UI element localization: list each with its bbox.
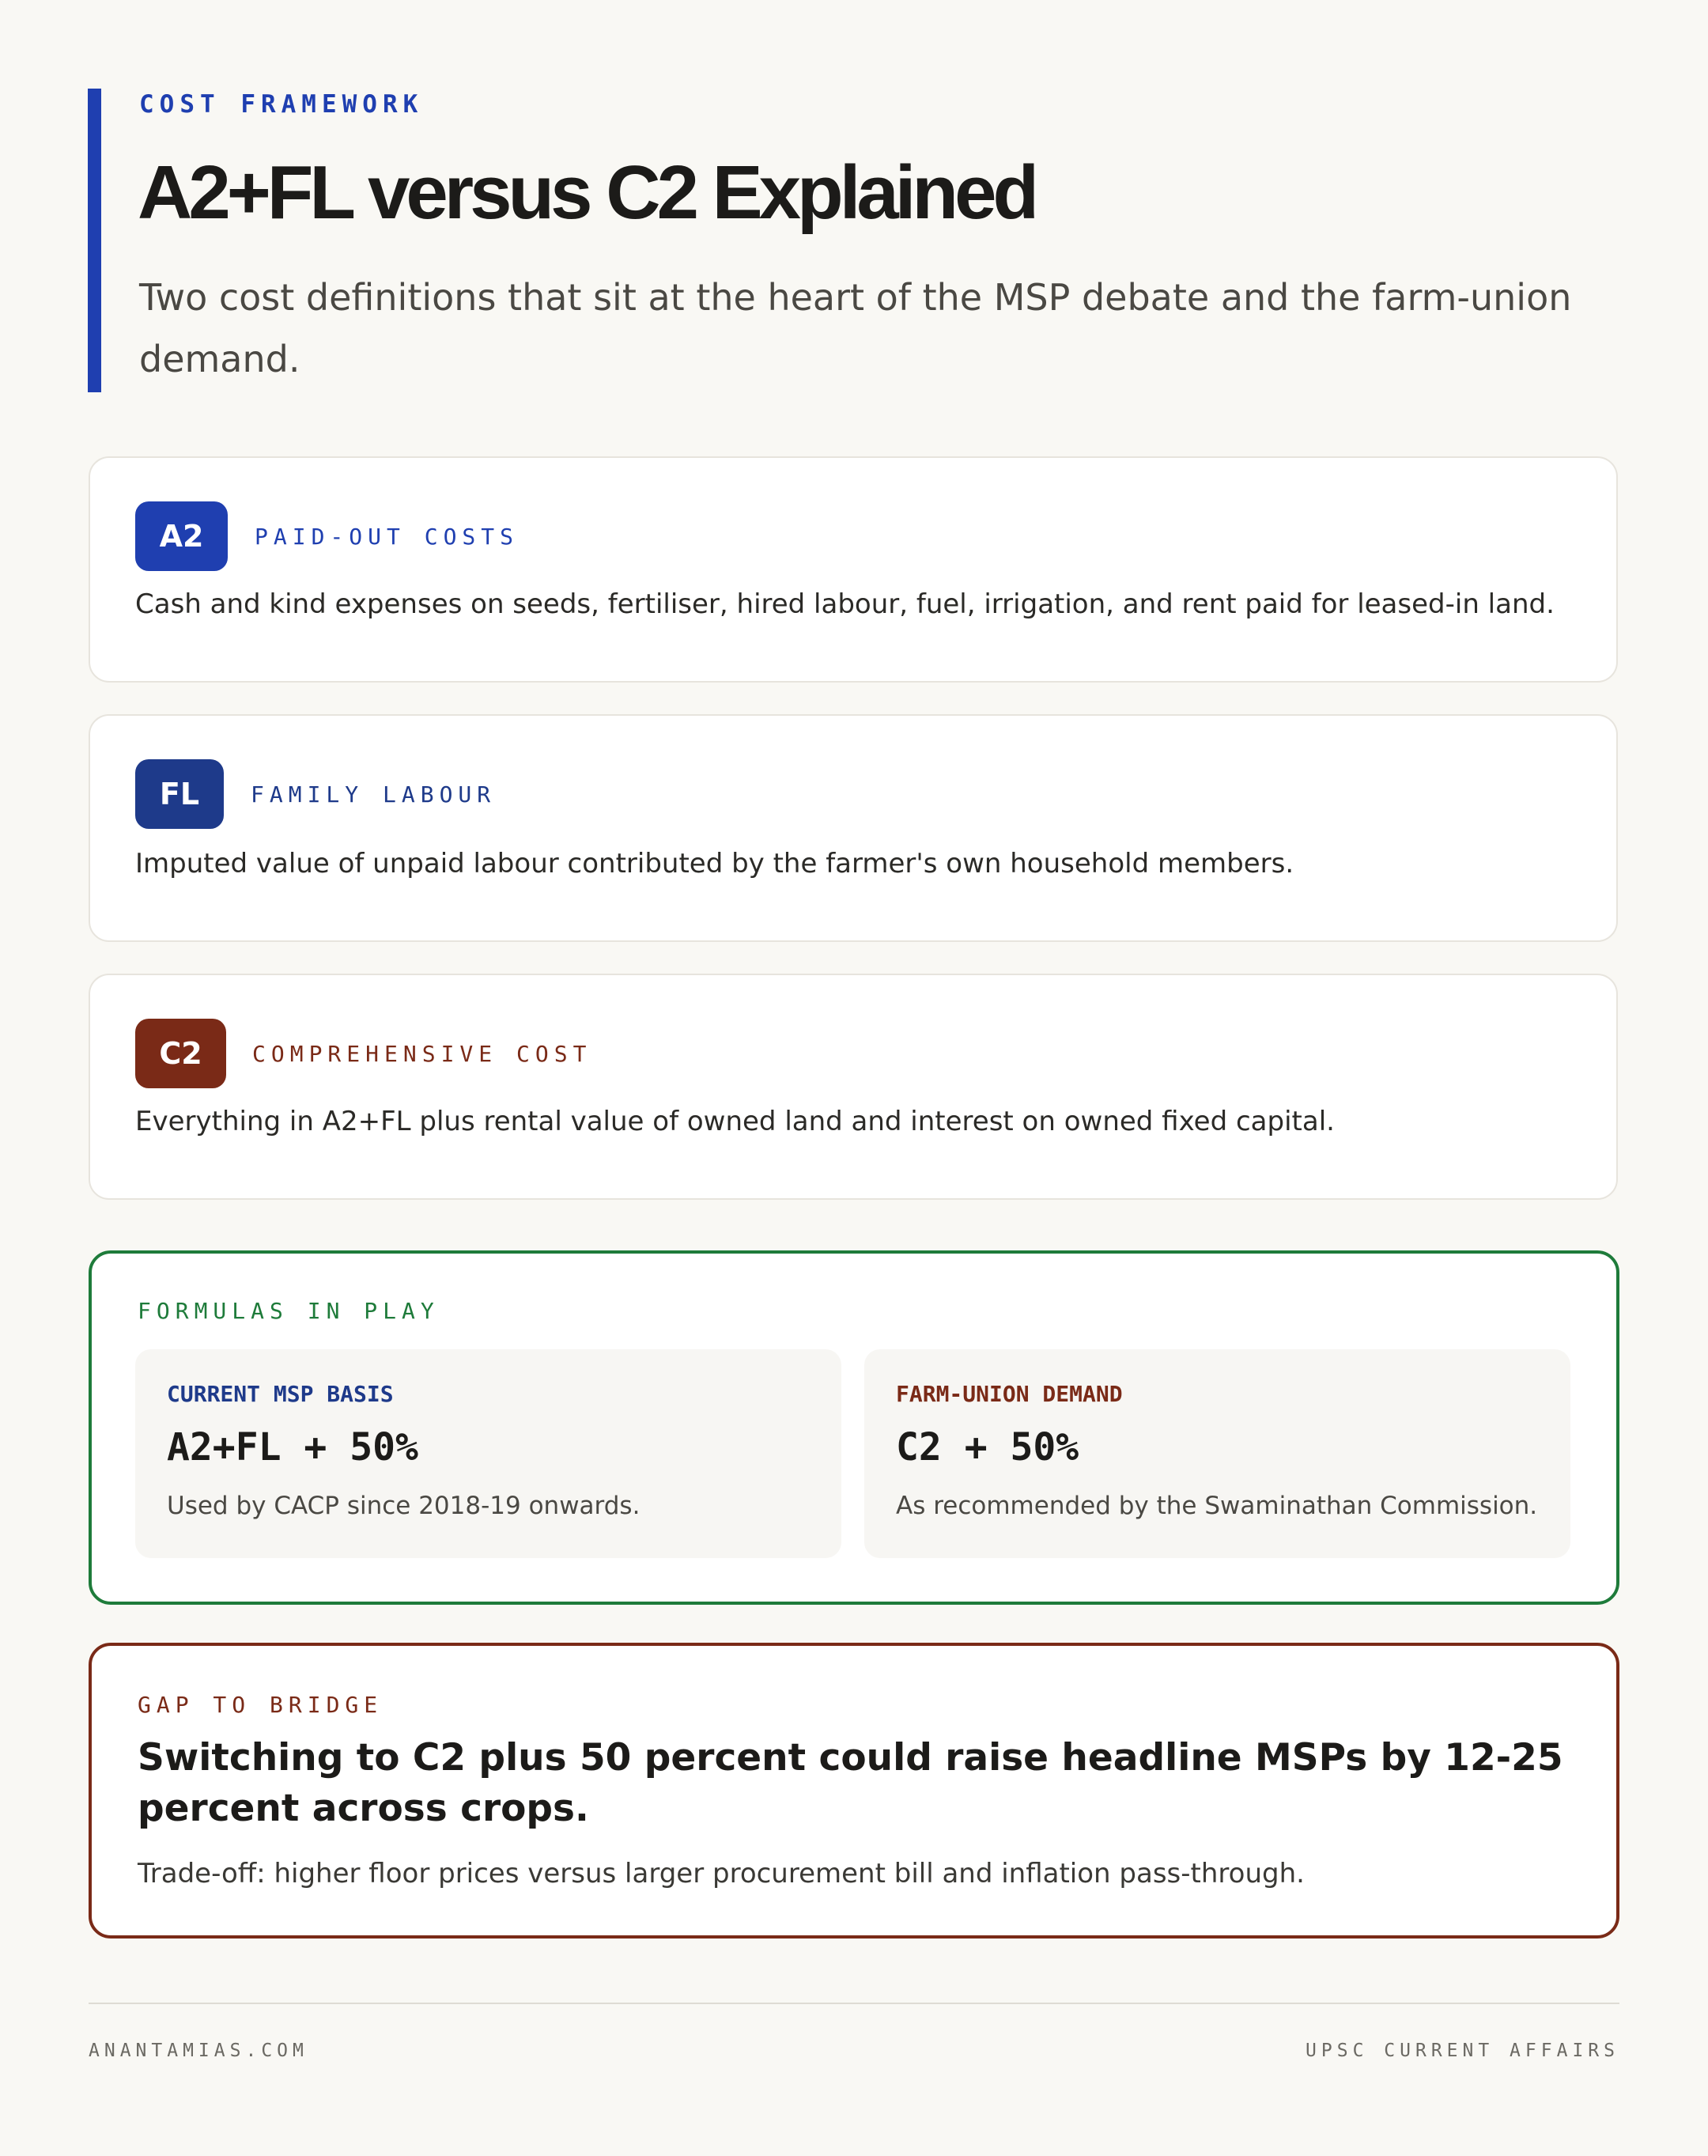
current-basis-note: Used by CACP since 2018-19 onwards. — [167, 1492, 640, 1520]
footer-tagline: UPSC CURRENT AFFAIRS — [1306, 2041, 1619, 2061]
definition-text-a2: Cash and kind expenses on seeds, fertiliser, hired labour, fuel, irrigation, and rent paid for leased-in land. — [135, 588, 1555, 620]
union-demand-note: As recommended by the Swaminathan Commission. — [896, 1492, 1538, 1520]
gap-note: Trade-off: higher floor prices versus larger procurement bill and inflation pass-through. — [138, 1858, 1305, 1889]
gap-box — [89, 1643, 1619, 1939]
formula-panel-current — [135, 1349, 841, 1558]
formulas-label: FORMULAS IN PLAY — [138, 1298, 440, 1324]
header-accent-bar — [88, 89, 101, 392]
page-title: A2+FL versus C2 Explained — [138, 150, 1036, 235]
definition-label-fl: FAMILY LABOUR — [251, 781, 497, 808]
union-demand-label: FARM-UNION DEMAND — [896, 1381, 1123, 1407]
definition-card-a2 — [89, 456, 1618, 683]
definition-label-a2: PAID-OUT COSTS — [255, 524, 520, 550]
page-subtitle: Two cost definitions that sit at the heart of the MSP debate and the farm-union demand. — [139, 276, 1572, 380]
definition-card-c2 — [89, 974, 1618, 1200]
a2-badge: A2 — [135, 501, 228, 571]
footer-site: ANANTAMIAS.COM — [89, 2041, 308, 2061]
gap-label: GAP TO BRIDGE — [138, 1692, 384, 1718]
definition-text-c2: Everything in A2+FL plus rental value of owned land and interest on owned fixed capital. — [135, 1106, 1335, 1137]
current-basis-label: CURRENT MSP BASIS — [167, 1381, 394, 1407]
c2-badge: C2 — [135, 1019, 226, 1088]
definition-card-fl — [89, 714, 1618, 942]
union-demand-formula: C2 + 50% — [896, 1425, 1079, 1469]
current-basis-formula: A2+FL + 50% — [167, 1425, 418, 1469]
formulas-box — [89, 1250, 1619, 1605]
definition-label-c2: COMPREHENSIVE COST — [252, 1041, 592, 1067]
definition-text-fl: Imputed value of unpaid labour contributed by the farmer's own household members. — [135, 848, 1294, 879]
page-header — [88, 89, 1630, 392]
formula-panel-demand — [864, 1349, 1570, 1558]
footer-divider — [89, 2003, 1619, 2004]
eyebrow-label: COST FRAMEWORK — [139, 90, 424, 119]
gap-headline: Switching to C2 plus 50 percent could raise headline MSPs by 12-25 percent across crops. — [138, 1736, 1563, 1830]
fl-badge: FL — [135, 759, 224, 829]
